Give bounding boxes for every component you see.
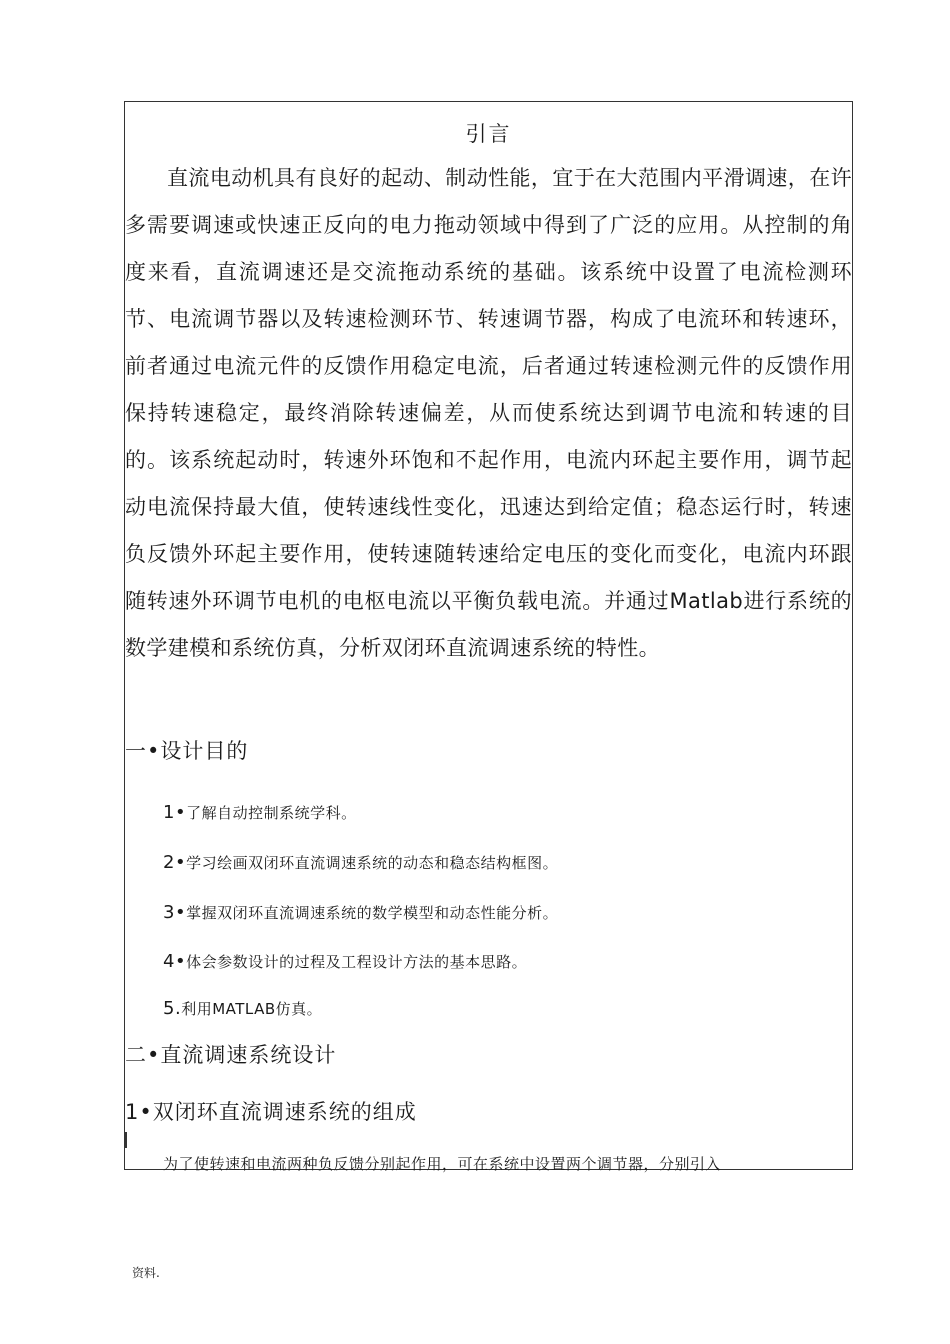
list-item-text: 了解自动控制系统学科。 — [186, 804, 357, 822]
section2-subheading: 1•双闭环直流调速系统的组成 — [125, 1100, 417, 1124]
list-item — [163, 802, 357, 823]
page-title: 引言 — [465, 122, 512, 146]
footer-note: 资料. — [132, 1266, 160, 1280]
list-item-text: 学习绘画双闭环直流调速系统的动态和稳态结构框图。 — [186, 854, 559, 872]
list-item — [163, 852, 558, 873]
content-frame — [124, 101, 853, 1173]
section2-heading: 二•直流调速系统设计 — [125, 1043, 337, 1067]
list-item — [163, 902, 558, 923]
list-item-number: 4• — [163, 951, 187, 972]
intro-paragraph: 直流电动机具有良好的起动、制动性能，宜于在大范围内平滑调速，在许多需要调速或快速正反向的电力拖动领域中得到了广泛的应用。从控制的角度来看，直流调速还是交流拖动系统的基础。该系统中设置了电流检测环节、电流调节器以及转速检测环节、转速调节器，构成了电流环和转速环，前者通过电流元件的反馈作用稳定电流，后者通过转速检测元件的反馈作用保持转速稳定，最终消除转速偏差，从而使系统达到调节电流和转速的目的。该系统起动时，转速外环饱和不起作用，电流内环起主要作用，调节起动电流保持最大值，使转速线性变化，迅速达到给定值；稳态运行时，转速负反馈外环起主要作用，使转速随转速给定电压的变化而变化，电流内环跟随转速外环调节电机的电枢电流以平衡负载电流。并通过Matlab进行系统的数学建模和系统仿真，分析双闭环直流调速系统的特性。 — [125, 166, 852, 660]
list-item-text: 体会参数设计的过程及工程设计方法的基本思路。 — [186, 953, 528, 971]
list-item-text: 掌握双闭环直流调速系统的数学模型和动态性能分析。 — [186, 904, 559, 922]
list-item-text: 利用MATLAB仿真。 — [181, 1000, 323, 1018]
list-item-number: 2• — [163, 852, 187, 873]
list-item-number: 5. — [163, 998, 182, 1019]
section1-heading: 一•设计目的 — [125, 739, 249, 763]
list-item — [163, 998, 322, 1019]
list-item-number: 1• — [163, 802, 187, 823]
list-item-number: 3• — [163, 902, 187, 923]
body-text: 为了使转速和电流两种负反馈分别起作用，可在系统中设置两个调节器，分别引入 — [163, 1155, 722, 1173]
margin-mark — [125, 1132, 127, 1148]
list-item — [163, 951, 527, 972]
